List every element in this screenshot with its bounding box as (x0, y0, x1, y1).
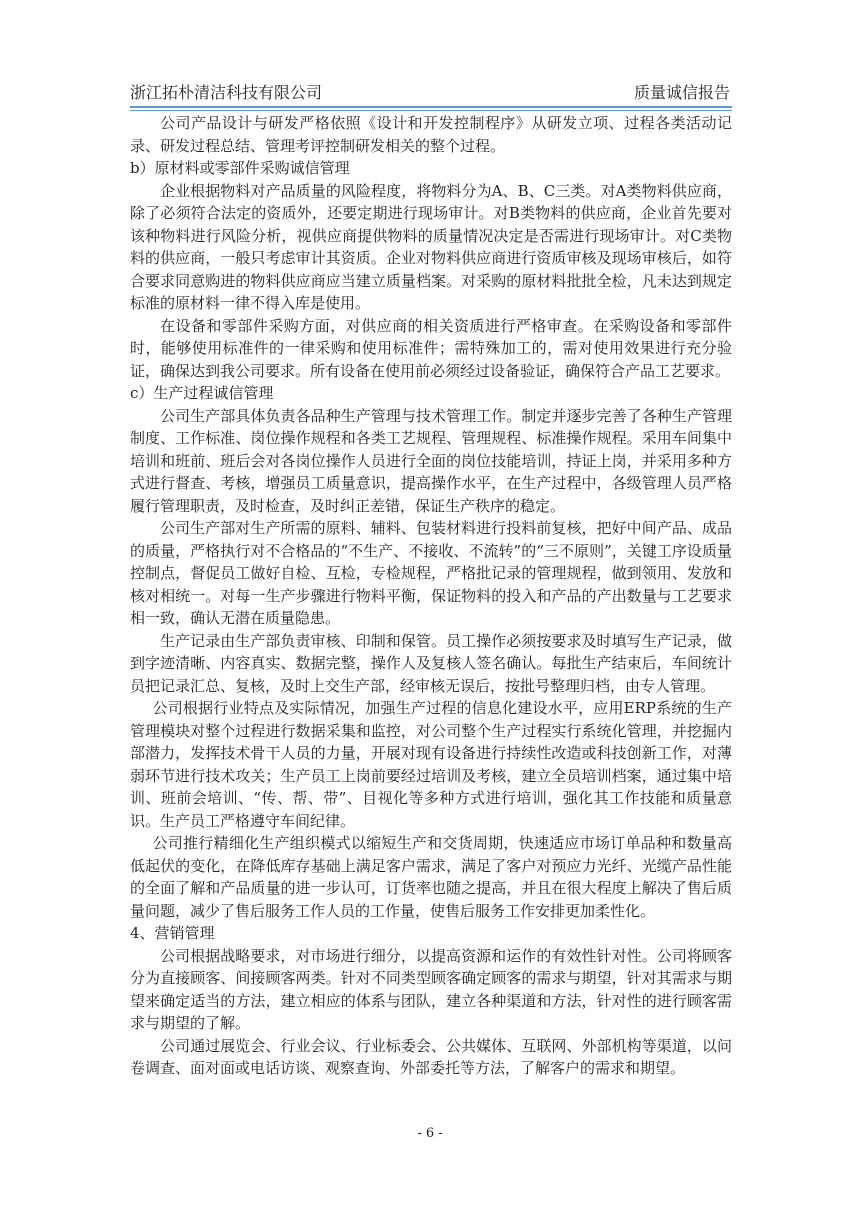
paragraph: 公司通过展览会、行业会议、行业标委会、公共媒体、互联网、外部机构等渠道，以问卷调查、面对面或电话访谈、观察查询、外部委托等方法，了解客户的需求和期望。 (130, 1036, 732, 1077)
paragraph: 生产记录由生产部负责审核、印制和保管。员工操作必须按要求及时填写生产记录，做到字迹清晰、内容真实、数据完整，操作人及复核人签名确认。每批生产结束后，车间统计员把记录汇总、复核，及时上交生产部，经审核无误后，按批号整理归档，由专人管理。 (130, 631, 732, 695)
report-title: 质量诚信报告 (633, 83, 730, 102)
page-header (130, 82, 730, 104)
paragraph: 企业根据物料对产品质量的风险程度，将物料分为A、B、C三类。对A类物料供应商，除了必须符合法定的资质外，还要定期进行现场审计。对B类物料的供应商，企业首先要对该种物料进行风险分析，视供应商提供物料的质量情况决定是否需进行现场审计。对C类物料的供应商，一般只考虑审计其资质。企业对物料供应商进行资质审核及现场审核后，如符合要求同意购进的物料供应商应当建立质量档案。对采购的原材料批批全检，凡未达到规定标准的原材料一律不得入库是使用。 (130, 181, 732, 312)
paragraph: 公司产品设计与研发严格依照《设计和开发控制程序》从研发立项、过程各类活动记录、研发过程总结、管理考评控制研发相关的整个过程。 (130, 114, 732, 155)
page-number: - 6 - (417, 1126, 443, 1141)
header-rule (130, 106, 732, 108)
document-body (130, 112, 732, 1080)
paragraph: 公司根据战略要求，对市场进行细分，以提高资源和运作的有效性针对性。公司将顾客分为直接顾客、间接顾客两类。针对不同类型顾客确定顾客的需求与期望，针对其需求与期望来确定适当的方法，建立相应的体系与团队，建立各种渠道和方法，针对性的进行顾客需求与期望的了解。 (130, 946, 732, 1032)
paragraph: 在设备和零部件采购方面，对供应商的相关资质进行严格审查。在采购设备和零部件时，能够使用标准件的一律采购和使用标准件；需特殊加工的，需对使用效果进行充分验证，确保达到我公司要求。所有设备在使用前必须经过设备验证，确保符合产品工艺要求。 (130, 316, 732, 380)
paragraph: 公司推行精细化生产组织模式以缩短生产和交货周期，快速适应市场订单品种和数量高低起伏的变化，在降低库存基础上满足客户需求，满足了客户对预应力光纤、光缆产品性能的全面了解和产品质量的进一步认可，订货率也随之提高，并且在很大程度上解决了售后质量问题，减少了售后服务工作人员的工作量，使售后服务工作安排更加柔性化。 (130, 834, 732, 920)
paragraph: 公司生产部具体负责各品种生产管理与技术管理工作。制定并逐步完善了各种生产管理制度、工作标准、岗位操作规程和各类工艺规程、管理规程、标准操作规程。采用车间集中培训和班前、班后会对各岗位操作人员进行全面的岗位技能培训，持证上岗，并采用多种方式进行督查、考核，增强员工质量意识，提高操作水平，在生产过程中，各级管理人员严格履行管理职责，及时检查，及时纠正差错，保证生产秩序的稳定。 (130, 406, 732, 515)
section-heading: 4、营销管理 (130, 924, 215, 942)
paragraph: 公司根据行业特点及实际情况，加强生产过程的信息化建设水平，应用ERP系统的生产管理模块对整个过程进行数据采集和监控，对公司整个生产过程实行系统化管理，并挖掘内部潜力，发挥技术骨干人员的力量，开展对现有设备进行持续性改造或科技创新工作，对薄弱环节进行技术攻关；生产员工上岗前要经过培训及考核，建立全员培训档案，通过集中培训、班前会培训、“传、帮、带”、目视化等多种方式进行培训，强化其工作技能和质量意识。生产员工严格遵守车间纪律。 (130, 699, 732, 830)
section-heading: c）生产过程诚信管理 (130, 384, 274, 402)
section-heading: b）原材料或零部件采购诚信管理 (130, 159, 350, 177)
paragraph: 公司生产部对生产所需的原料、辅料、包装材料进行投料前复核，把好中间产品、成品的质量，严格执行对不合格品的“不生产、不接收、不流转”的“三不原则”，关键工序设质量控制点，督促员工做好自检、互检，专检规程，严格批记录的管理规程，做到领用、发放和核对相统一。对每一生产步骤进行物料平衡，保证物料的投入和产品的产出数量与工艺要求相一致，确认无潜在质量隐患。 (130, 519, 732, 627)
company-name: 浙江拓朴清洁科技有限公司 (130, 83, 323, 102)
header-rule-thin (130, 110, 732, 111)
